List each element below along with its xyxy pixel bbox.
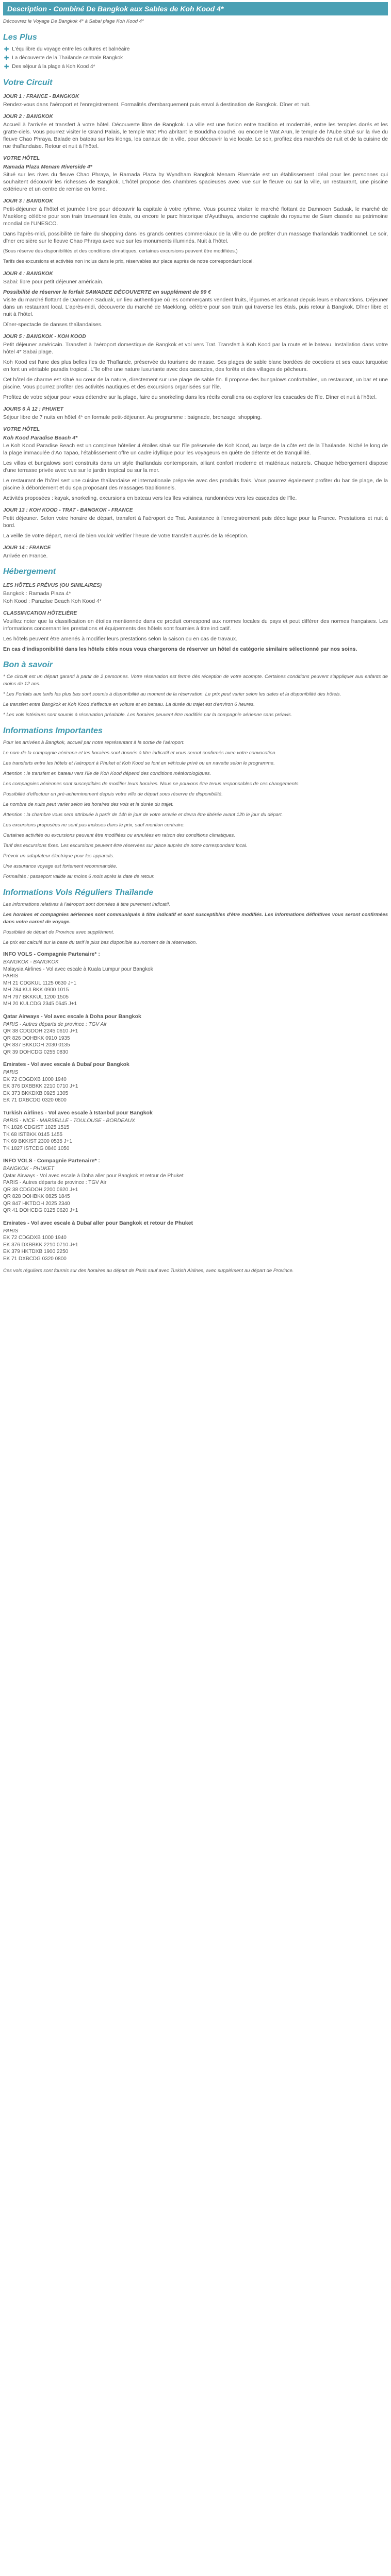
vols-intro: Les horaires et compagnies aériennes sont communiqués à titre indicatif et sont susceptibles d'être modifiés. Les informations définitives vous seront confirmées dans votre carnet de voyage.	[3, 912, 388, 925]
check-icon: ✚	[4, 64, 9, 70]
flight-line: MH 797 BKKKUL 1200 1505	[3, 994, 69, 1000]
flight-line: EK 376 DXBBKK 2210 0710 J+1	[3, 1242, 78, 1248]
flight-line: QR 828 DOHBKK 0825 1845	[3, 1194, 70, 1199]
info-item: Les transferts entre les hôtels et l'aéroport à Phuket et Koh Kood se font en véhicule privé ou en navette selon le programme.	[3, 760, 275, 766]
option-extra: Dîner-spectacle de danses thaïlandaises.	[3, 321, 103, 328]
day-title: JOUR 4 : BANGKOK	[3, 271, 53, 277]
plus-item: ✚ Des séjour à la plage à Koh Kood 4*	[4, 64, 95, 70]
flight-line: EK 379 HKTDXB 1900 2250	[3, 1249, 69, 1255]
day-text: Petit déjeuner américain. Transfert à l'aéroport domestique de Bangkok et vol vers Trat. Transfert à Koh Kood par la route et le bateau. Installation dans votre hôtel 4* Sabai plage.	[3, 342, 388, 355]
plus-item: ✚ L'équilibre du voyage entre les cultures et balnéaire	[4, 46, 130, 53]
option-text: Visite du marché flottant de Damnoen Saduak, un lieu authentique où les commerçants vendent fruits, légumes et artisanat depuis leurs embarcations. Déjeuner dans un restaurant local. L'après-midi, découverte du marché de Maeklong, célèbre pour son train qui traverse les étals, puis retour à Bangkok. Dîner libre et nuit à l'hôtel.	[3, 297, 388, 317]
bon-text: Le transfert entre Bangkok et Koh Kood s'effectue en voiture et en bateau. La durée du trajet est d'environ 6 heures.	[3, 702, 255, 707]
info-item: Tarif des excursions fixes. Les excursions peuvent être réservées sur place auprès de notre correspondant local.	[3, 843, 248, 849]
info-item: Pour les arrivées à Bangkok, accueil par notre représentant à la sortie de l'aéroport.	[3, 740, 185, 745]
circuit-heading: Votre Circuit	[3, 78, 53, 87]
info-item: Le nombre de nuits peut varier selon les horaires des vols et la durée du trajet.	[3, 802, 174, 807]
vols-intro: Possibilité de départ de Province avec supplément.	[3, 929, 115, 935]
info-item: Attention : la chambre vous sera attribuée à partir de 14h le jour de votre arrivée et devra être libérée avant 12h le jour du départ.	[3, 812, 283, 818]
flight-line: EK 71 DXBCDG 0320 0800	[3, 1256, 67, 1262]
day-text: Sabai: libre pour petit déjeuner américain.	[3, 279, 104, 285]
day-text: Accueil à l'arrivée et transfert à votre hôtel. Découverte libre de Bangkok. La ville est une fusion entre tradition et modernité, entre les temples dorés et les gratte-ciels. Vous pourrez visiter le Grand Palais, le temple Wat Pho abritant le Bouddha couché, ou encore le Wat Arun, le temple de l'Aube situé sur la rive du fleuve Chao Phraya. Balade en bateau sur les klongs, les canaux de la ville, pour découvrir la vie locale. Le soir, profitez des marchés de nuit et de la cuisine de rue thaïlandaise. Retour et nuit à l'hôtel.	[3, 122, 388, 149]
info-item: Certaines activités ou excursions peuvent être modifiées ou annulées en raison des conditions climatiques.	[3, 833, 235, 838]
flight-block	[3, 1219, 388, 1263]
hotel-list-item: Koh Kood : Paradise Beach Koh Kood 4*	[3, 598, 102, 604]
flight-block-head: Qatar Airways - Vol avec escale à Doha pour Bangkok	[3, 1013, 141, 1020]
flight-block-head: INFO VOLS - Compagnie Partenaire* :	[3, 1158, 100, 1164]
info-item: Les compagnies aériennes sont susceptibles de modifier leurs horaires. Nous ne pouvons être tenus responsables de ces changements.	[3, 781, 300, 787]
flight-block	[3, 951, 388, 1008]
flight-line: EK 376 DXBBKK 2210 0710 J+1	[3, 1083, 78, 1089]
flight-block-route: PARIS - Autres départs de province : TGV Air	[3, 1021, 107, 1027]
classification-text: Les hôtels peuvent être amenés à modifier leurs prestations selon la saison ou en cas de travaux.	[3, 636, 238, 642]
flight-line: QR 38 CDGDOH 2200 0620 J+1	[3, 1187, 78, 1193]
hotel-text: Le restaurant de l'hôtel sert une cuisine thaïlandaise et internationale préparée avec des produits frais. Vous pourrez également profiter du bar de plage, de la piscine à débordement et du spa proposant des massages traditionnels.	[3, 478, 388, 491]
flight-line: EK 72 CDGDXB 1000 1940	[3, 1235, 67, 1241]
vols-intro: Les informations relatives à l'aéroport sont données à titre purement indicatif.	[3, 902, 170, 907]
day-text: Profitez de votre séjour pour vous détendre sur la plage, faire du snorkeling dans les récifs coralliens ou explorer les cascades de l'île. Dîner et nuit à l'hôtel.	[3, 394, 377, 400]
vols-outro: Ces vols réguliers sont fournis sur des horaires au départ de Paris sauf avec Turkish Airlines, avec supplément au départ de Province.	[3, 1268, 294, 1274]
flight-line: MH 784 KULBKK 0900 1015	[3, 987, 69, 993]
day-title: JOUR 2 : BANGKOK	[3, 114, 53, 120]
day-text: La veille de votre départ, merci de bien vouloir vérifier l'heure de votre transfert auprès de la réception.	[3, 533, 249, 539]
info-item: Possibilité d'effectuer un pré-acheminement depuis votre ville de départ sous réserve de disponibilité.	[3, 791, 223, 797]
day-text: Rendez-vous dans l'aéroport et l'enregistrement. Formalités d'embarquement puis envol à destination de Bangkok. Dîner et nuit.	[3, 101, 311, 108]
day-text: Séjour libre de 7 nuits en hôtel 4* en formule petit-déjeuner. Au programme : baignade, bronzage, shopping.	[3, 414, 262, 420]
flight-line: TK 1827 ISTCDG 0840 1050	[3, 1145, 70, 1151]
flight-line: MH 21 CDGKUL 1125 0630 J+1	[3, 980, 77, 986]
flight-line: EK 71 DXBCDG 0320 0800	[3, 1097, 67, 1103]
hotel-name: Koh Kood Paradise Beach 4*	[3, 435, 78, 441]
flight-line: EK 373 BKKDXB 0925 1305	[3, 1090, 69, 1096]
hotel-list	[3, 590, 388, 605]
classification-title: CLASSIFICATION HÔTELIÈRE	[3, 611, 77, 616]
classification-text: Veuillez noter que la classification en étoiles mentionnée dans ce produit correspond aux normes locales du pays et peut différer des normes françaises. Les informations concernant les prestations et équipements des hôtels sont fournies à titre indicatif.	[3, 618, 388, 632]
flight-line: TK 68 ISTBKK 0145 1455	[3, 1131, 63, 1138]
flight-block	[3, 1157, 388, 1214]
day-text: Arrivée en France.	[3, 553, 48, 559]
infos-list	[3, 739, 388, 880]
check-icon: ✚	[4, 55, 9, 61]
option-title: Possibilité de réserver le forfait SAWADEE DÉCOUVERTE en supplément de 99 €	[3, 289, 211, 295]
flight-line: QR 38 CDGDOH 2245 0610 J+1	[3, 1028, 78, 1034]
day-note: Tarifs des excursions et activités non inclus dans le prix, réservables sur place auprès de notre correspondant local.	[3, 259, 254, 264]
flight-block-route: PARIS	[3, 1228, 19, 1234]
info-item: Les excursions proposées ne sont pas incluses dans le prix, sauf mention contraire.	[3, 822, 185, 828]
day-text: Koh Kood est l'une des plus belles îles de Thaïlande, préservée du tourisme de masse. Ses plages de sable blanc bordées de cocotiers et ses eaux turquoise en font un véritable paradis tropical. L'île offre une nature luxuriante avec des cascades, des forêts et des villages de pêcheurs.	[3, 359, 388, 372]
flight-line: QR 847 HKTDOH 2025 2340	[3, 1200, 70, 1207]
plus-item: ✚ La découverte de la Thaïlande centrale Bangkok	[4, 55, 123, 61]
flight-line: Qatar Airways - Vol avec escale à Doha aller pour Bangkok et retour de Phuket	[3, 1173, 184, 1179]
flight-block-head: INFO VOLS - Compagnie Partenaire* :	[3, 951, 100, 957]
flight-block-route: PARIS - NICE - MARSEILLE - TOULOUSE - BORDEAUX	[3, 1117, 135, 1124]
day-text: Cet hôtel de charme est situé au cœur de la nature, directement sur une plage de sable fin. Il propose des bungalows confortables, un restaurant, un bar et une piscine. Vous pourrez profiter des activités nautiques et des excursions organisées sur l'île.	[3, 377, 388, 390]
bon-heading: Bon à savoir	[3, 660, 53, 669]
bon-text: * Les vols intérieurs sont soumis à réservation préalable. Les horaires peuvent être modifiés par la compagnie aérienne sans préavis.	[3, 712, 292, 718]
bon-text: * Les Forfaits aux tarifs les plus bas sont soumis à disponibilité au moment de la réservation. Le prix peut varier selon les dates et la disponibilité des hôtels.	[3, 691, 341, 697]
day-title: JOUR 5 : BANGKOK - KOH KOOD	[3, 334, 86, 340]
flight-block-route: BANGKOK - PHUKET	[3, 1166, 54, 1172]
flight-line: QR 837 BKKDOH 2030 0135	[3, 1042, 70, 1048]
info-item: Formalités : passeport valide au moins 6 mois après la date de retour.	[3, 874, 155, 879]
hebergement-heading: Hébergement	[3, 567, 56, 576]
flight-block	[3, 1109, 388, 1153]
flight-line: EK 72 CDGDXB 1000 1940	[3, 1076, 67, 1082]
plus-heading: Les Plus	[3, 33, 37, 42]
info-item: Le nom de la compagnie aérienne et les horaires sont donnés à titre indicatif et vous seront confirmés avec votre convocation.	[3, 750, 277, 756]
vols-intro: Le prix est calculé sur la base du tarif le plus bas disponible au moment de la réservation.	[3, 940, 197, 945]
info-item: Une assurance voyage est fortement recommandée.	[3, 863, 118, 869]
intro-text: Découvrez le Voyage De Bangkok 4* à Sabai plage Koh Kood 4*	[3, 19, 144, 24]
flight-line: QR 826 DOHBKK 0910 1935	[3, 1035, 70, 1041]
day-note: (Sous réserve des disponibilités et des conditions climatiques, certaines excursions peuvent être modifiées.)	[3, 248, 238, 254]
flight-block-route: PARIS	[3, 1070, 19, 1075]
bon-text: * Ce circuit est un départ garanti à partir de 2 personnes. Votre réservation est ferme dès réception de votre acompte. Certaines conditions peuvent s'appliquer aux enfants de moins de 12 ans.	[3, 674, 388, 687]
hotel-text: Activités proposées : kayak, snorkeling, excursions en bateau vers les îles voisines, randonnées vers les cascades de l'île.	[3, 495, 297, 501]
day-title: JOUR 13 : KOH KOOD - TRAT - BANGKOK - FRANCE	[3, 507, 133, 513]
day-title: JOUR 3 : BANGKOK	[3, 198, 53, 204]
hotel-text: Situé sur les rives du fleuve Chao Phraya, le Ramada Plaza by Wyndham Bangkok Menam Riverside est un établissement idéal pour les personnes qui souhaitent découvrir les richesses de Bangkok. L'hôtel propose des chambres spacieuses avec vue sur le fleuve ou sur la ville, un restaurant, une piscine extérieure et un centre de remise en forme.	[3, 172, 388, 192]
flight-block-head: Emirates - Vol avec escale à Dubaï pour Bangkok	[3, 1061, 129, 1067]
day-title: JOUR 1 : FRANCE - BANGKOK	[3, 94, 79, 99]
day-text: Petit-déjeuner à l'hôtel et journée libre pour découvrir la capitale à votre rythme. Vous pourrez visiter le marché flottant de Damnoen Saduak, le marché de Maeklong célèbre pour son train traversant les étals, ou encore le parc historique d'Ayutthaya, ancienne capitale du royaume de Siam classée au patrimoine mondial de l'UNESCO.	[3, 206, 388, 227]
flight-line: MH 20 KULCDG 2345 0645 J+1	[3, 1001, 77, 1007]
flight-line: PARIS	[3, 973, 19, 979]
day-text: Petit déjeuner. Selon votre horaire de départ, transfert à l'aéroport de Trat. Assistance à l'enregistrement puis décollage pour la France. Prestations et nuit à bord.	[3, 515, 388, 529]
hotel-list-item: Bangkok : Ramada Plaza 4*	[3, 590, 71, 597]
info-item: Attention : le transfert en bateau vers l'île de Koh Kood dépend des conditions météorologiques.	[3, 771, 211, 776]
hebergement-note: En cas d'indisponibilité dans les hôtels cités nous vous chargerons de réserver un hôtel de catégorie similaire sélectionné par nos soins.	[3, 646, 357, 652]
page-title: Description - Combiné De Bangkok aux Sables de Koh Kood 4*	[3, 2, 388, 15]
infos-heading: Informations Importantes	[3, 726, 103, 735]
flight-line: QR 41 DOHCDG 0125 0620 J+1	[3, 1208, 78, 1213]
flight-block	[3, 1013, 388, 1056]
flight-line: Malaysia Airlines - Vol avec escale à Kuala Lumpur pour Bangkok	[3, 966, 153, 972]
hotel-heading: VOTRE HÔTEL	[3, 156, 40, 161]
vols-heading: Informations Vols Réguliers Thaïlande	[3, 888, 154, 897]
flight-line: TK 69 BKKIST 2300 0535 J+1	[3, 1139, 73, 1144]
flight-block-route: BANGKOK - BANGKOK	[3, 959, 59, 965]
flight-block	[3, 1061, 388, 1104]
hotel-list-title: LES HÔTELS PRÉVUS (OU SIMILAIRES)	[3, 583, 102, 588]
hotel-text: Le Koh Kood Paradise Beach est un complexe hôtelier 4 étoiles situé sur l'île préservée de Koh Kood, au large de la côte est de la Thaïlande. Niché le long de la plage immaculée d'Ao Tapao, l'établissement offre un cadre idyllique pour les voyageurs en quête de détente et de tranquillité.	[3, 443, 388, 456]
day-text: Dans l'après-midi, possibilité de faire du shopping dans les grands centres commerciaux de la ville ou de profiter d'un massage thaïlandais traditionnel. Le soir, dîner croisière sur le fleuve Chao Phraya avec vue sur les monuments illuminés. Nuit à l'hôtel.	[3, 231, 388, 244]
flight-block-head: Turkish Airlines - Vol avec escale à Istanbul pour Bangkok	[3, 1109, 153, 1116]
flight-block-head: Emirates - Vol avec escale à Dubaï aller pour Bangkok et retour de Phuket	[3, 1219, 193, 1226]
flight-line: PARIS - Autres départs de province : TGV Air	[3, 1180, 107, 1185]
day-title: JOUR 14 : FRANCE	[3, 545, 51, 551]
flight-line: TK 1826 CDGIST 1025 1515	[3, 1125, 70, 1130]
day-title: JOURS 6 À 12 : PHUKET	[3, 406, 63, 412]
plus-list	[3, 46, 388, 71]
hotel-name: Ramada Plaza Menam Riverside 4*	[3, 164, 92, 170]
flight-blocks	[3, 951, 388, 1262]
flight-line: QR 39 DOHCDG 0255 0830	[3, 1049, 69, 1055]
check-icon: ✚	[4, 46, 9, 53]
info-item: Prévoir un adaptateur électrique pour les appareils.	[3, 853, 115, 859]
hotel-heading: VOTRE HÔTEL	[3, 427, 40, 432]
hotel-text: Les villas et bungalows sont construits dans un style thaïlandais contemporain, alliant confort moderne et matériaux naturels. Chaque hébergement dispose d'une terrasse privée avec vue sur le jardin tropical ou sur la mer.	[3, 460, 388, 473]
